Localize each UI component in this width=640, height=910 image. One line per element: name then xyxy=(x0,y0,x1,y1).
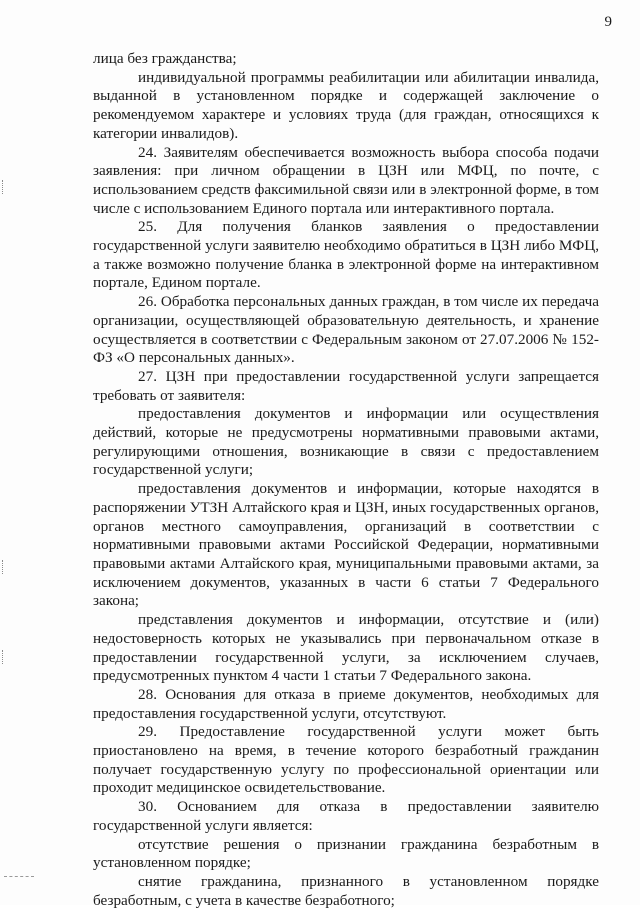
margin-mark xyxy=(2,180,7,194)
margin-mark xyxy=(2,650,7,664)
paragraph: 29. Предоставление государственной услуги может быть приостановлено на время, в течение которого безработный гражданин получает государственную услугу по профессиональной ориентации или проходит медицинское освидетельствование. xyxy=(93,723,599,797)
paragraph: предоставления документов и информации или осуществления действий, которые не предусмотрены нормативными правовыми актами, регулирующими отношения, возникающие в связи с предоставлением государственной услуги; xyxy=(93,405,599,479)
paragraph: 27. ЦЗН при предоставлении государственной услуги запрещается требовать от заявителя: xyxy=(93,367,599,404)
paragraph: отсутствие решения о признании гражданина безработным в установленном порядке; xyxy=(93,835,599,872)
paragraph: снятие гражданина, признанного в установленном порядке безработным, с учета в качестве безработного; xyxy=(93,872,599,909)
paragraph: предоставления документов и информации, которые находятся в распоряжении УТЗН Алтайского края и ЦЗН, иных государственных органов, органов местного самоуправления, организаций в соответствии с нормативными правовыми актами Российской Федерации, нормативными правовыми актами Алтайского края, муниципальными правовыми актами, за исключением документов, указанных в части 6 статьи 7 Федерального закона; xyxy=(93,480,599,610)
paragraph: лица без гражданства; xyxy=(93,50,237,67)
paragraph: индивидуальной программы реабилитации или абилитации инвалида, выданной в установленном порядке и содержащей заключение о рекомендуемом характере и условиях труда (для граждан, относящихся к категории инвалидов). xyxy=(93,68,599,142)
document-body xyxy=(93,50,599,910)
paragraph: 24. Заявителям обеспечивается возможность выбора способа подачи заявления: при личном обращении в ЦЗН или МФЦ, по почте, с использованием средств факсимильной связи или в электронной форме, в том числе с использованием Единого портала или интерактивного портала. xyxy=(93,143,599,217)
scan-edge-mark xyxy=(4,876,34,877)
paragraph: представления документов и информации, отсутствие и (или) недостоверность которых не указывались при первоначальном отказе в предоставлении государственной услуги, за исключением случаев, предусмотренных пунктом 4 части 1 статьи 7 Федерального закона. xyxy=(93,611,599,685)
margin-mark xyxy=(2,560,7,574)
paragraph: 26. Обработка персональных данных граждан, в том числе их передача организации, осуществляющей образовательную деятельность, и хранение осуществляется в соответствии с Федеральным законом от 27.07.2006 № 152-ФЗ «О персональных данных». xyxy=(93,293,599,367)
page-number: 9 xyxy=(604,14,612,30)
paragraph: 30. Основанием для отказа в предоставлении заявителю государственной услуги является: xyxy=(93,798,599,834)
paragraph: 28. Основания для отказа в приеме документов, необходимых для предоставления государственной услуги, отсутствуют. xyxy=(93,685,599,722)
paragraph: 25. Для получения бланков заявления о предоставлении государственной услуги заявителю необходимо обратиться в ЦЗН либо МФЦ, а также возможно получение бланка в электронной форме на интерактивном портале, Едином портале. xyxy=(93,218,599,292)
